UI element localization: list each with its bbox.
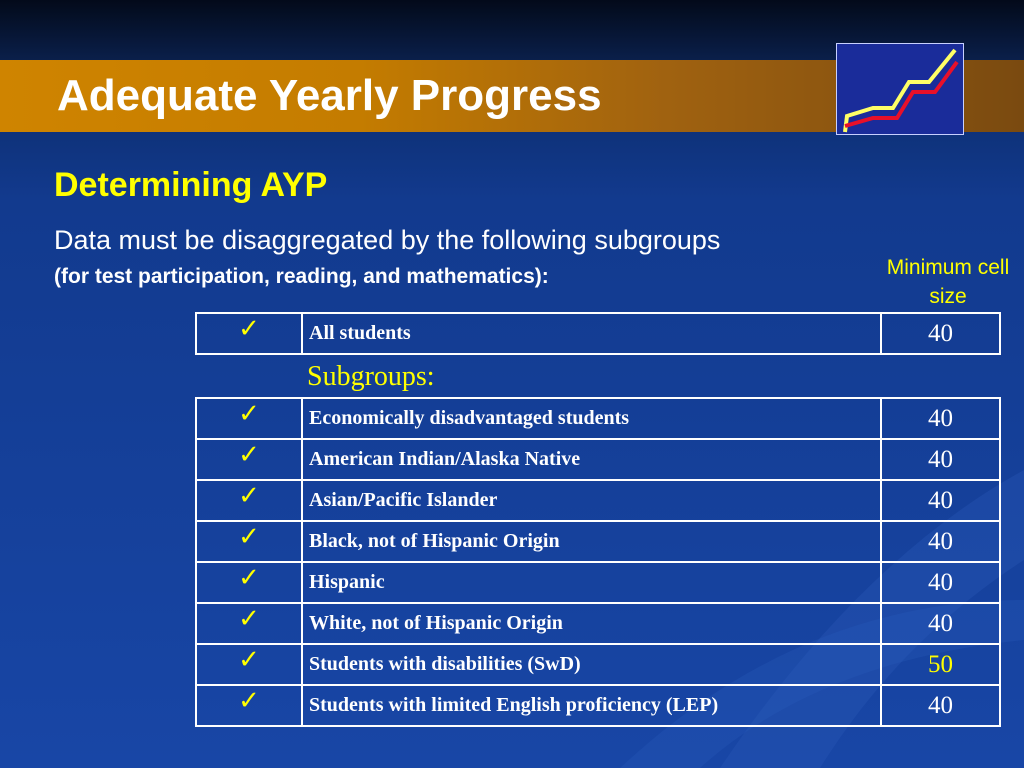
line-chart-icon [836,43,964,135]
checkmark-icon: ✓ [196,313,302,354]
row-value: 40 [881,603,1000,644]
row-label: White, not of Hispanic Origin [302,603,881,644]
checkmark-icon: ✓ [196,521,302,562]
subgroups-heading: Subgroups: [307,361,435,392]
page-title: Adequate Yearly Progress [57,71,602,120]
table-row [196,439,1000,480]
table-row [196,603,1000,644]
row-value: 40 [881,439,1000,480]
checkmark-icon: ✓ [196,439,302,480]
checkmark-icon: ✓ [196,398,302,439]
min-cell-size-header: Minimum cell size [886,256,1010,308]
table-row [196,398,1000,439]
row-value: 40 [881,685,1000,726]
row-value: 40 [881,313,1000,354]
description-text: Data must be disaggregated by the following subgroups [54,225,721,255]
table-row [196,562,1000,603]
row-label: Students with disabilities (SwD) [302,644,881,685]
row-value-highlight: 50 [881,644,1000,685]
section-subtitle: Determining AYP [54,166,328,204]
table-row [196,480,1000,521]
row-label: American Indian/Alaska Native [302,439,881,480]
row-label: Asian/Pacific Islander [302,480,881,521]
description-subtext: (for test participation, reading, and mathematics): [54,265,549,288]
subgroups-table [195,397,1001,727]
row-label: Black, not of Hispanic Origin [302,521,881,562]
row-label: Economically disadvantaged students [302,398,881,439]
checkmark-icon: ✓ [196,480,302,521]
checkmark-icon: ✓ [196,603,302,644]
table-row [196,521,1000,562]
row-label: Hispanic [302,562,881,603]
row-value: 40 [881,521,1000,562]
checkmark-icon: ✓ [196,644,302,685]
row-value: 40 [881,562,1000,603]
checkmark-icon: ✓ [196,562,302,603]
row-value: 40 [881,480,1000,521]
all-students-table [195,312,1001,355]
row-value: 40 [881,398,1000,439]
row-label: Students with limited English proficiency (LEP) [302,685,881,726]
checkmark-icon: ✓ [196,685,302,726]
table-row [196,644,1000,685]
row-label: All students [302,313,881,354]
table-row [196,313,1000,354]
table-row [196,685,1000,726]
